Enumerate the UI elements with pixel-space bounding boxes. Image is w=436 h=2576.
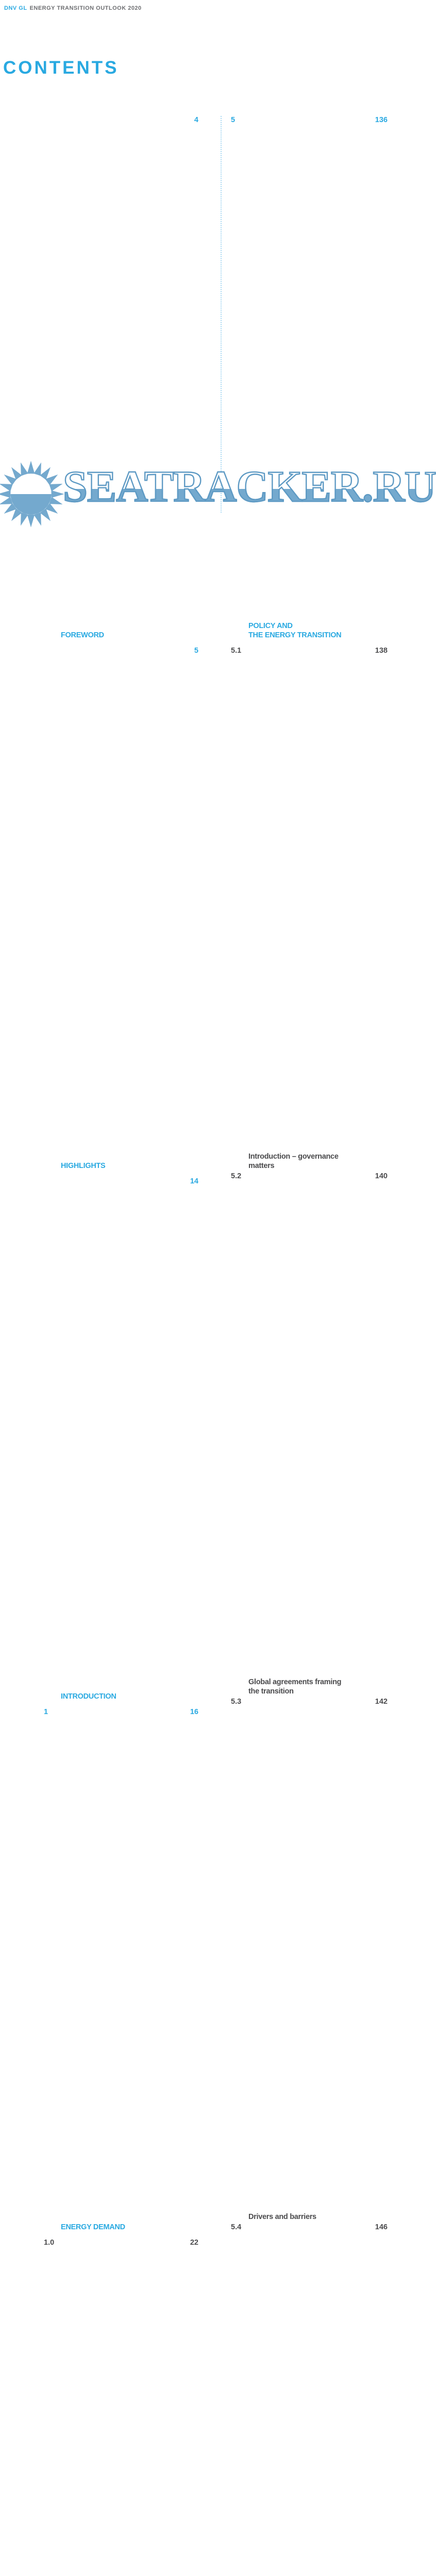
column-divider [221, 116, 222, 513]
toc-entry-number: 1 [44, 1708, 48, 1716]
watermark [0, 456, 436, 524]
document-title: ENERGY TRANSITION OUTLOOK 2020 [29, 5, 142, 11]
toc-entry-title: ENERGY DEMAND [61, 2223, 125, 2231]
toc-entry-page: 22 [178, 2238, 198, 2576]
toc-entry-title: POLICY AND THE ENERGY TRANSITION [248, 622, 342, 639]
brand-logo: DNV GL [4, 5, 27, 11]
toc-entry[interactable] [44, 2238, 198, 2576]
toc-entry-page: 14 [178, 1177, 198, 1701]
toc-entry[interactable] [231, 1172, 388, 1696]
toc-entry-title: HIGHLIGHTS [61, 1162, 106, 1170]
toc-entry-page: 140 [370, 1172, 388, 1696]
toc-entry[interactable] [231, 646, 388, 1171]
toc-section-heading[interactable] [44, 115, 198, 640]
toc-entry-number: 5.1 [231, 647, 242, 655]
toc-section-heading[interactable] [44, 1177, 198, 1701]
toc-section-heading[interactable] [44, 1707, 198, 2232]
toc-entry-title: Introduction – governance matters [248, 1153, 339, 1170]
toc-entry[interactable] [231, 1697, 388, 2222]
document-header [4, 5, 142, 11]
toc-entry-title: Drivers and barriers [248, 2213, 316, 2221]
toc-entry-page: 5 [178, 646, 198, 1171]
toc-entry-title: INTRODUCTION [61, 1692, 116, 1701]
toc-entry-page: 146 [370, 2223, 388, 2576]
toc-section-heading[interactable] [44, 646, 198, 1171]
toc-entry-number: 5.2 [231, 1172, 242, 1180]
toc-entry-number: 1.0 [44, 2239, 55, 2247]
toc-entry-title: Global agreements framing the transition [248, 1678, 342, 1696]
toc-entry-page: 16 [178, 1707, 198, 2232]
toc-entry-number: 5 [231, 116, 236, 124]
page-title: CONTENTS [3, 58, 119, 78]
toc-entry-page: 142 [370, 1697, 388, 2222]
sun-icon [0, 460, 65, 528]
toc-entry-title: FOREWORD [61, 631, 104, 639]
toc-entry-number: 5.4 [231, 2223, 242, 2231]
watermark-text: SEATRACKER.RU [63, 462, 436, 511]
toc-section-heading[interactable] [231, 115, 388, 640]
toc-entry-page: 138 [370, 646, 388, 1171]
toc-entry-page: 136 [370, 115, 388, 640]
toc-entry[interactable] [231, 2223, 388, 2576]
toc-entry-page: 4 [178, 115, 198, 640]
toc-entry-number: 5.3 [231, 1698, 242, 1706]
